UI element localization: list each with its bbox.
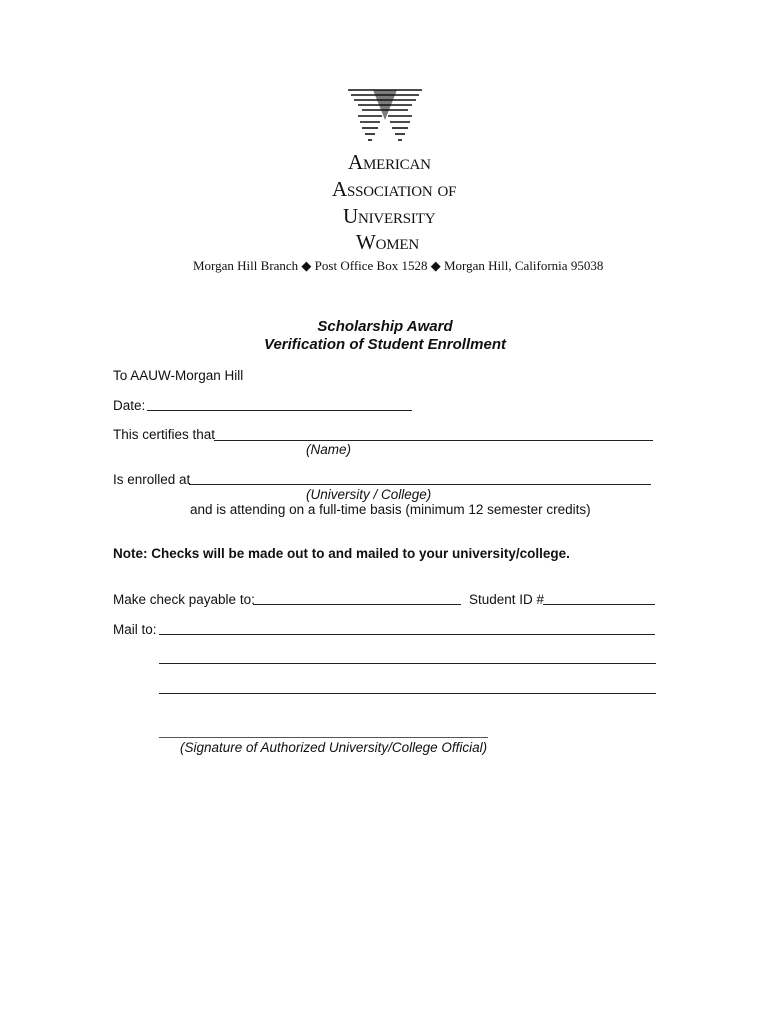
mail-to-field-line-2[interactable] — [159, 663, 656, 664]
university-field[interactable] — [189, 484, 651, 485]
org-name-line-4: Women — [356, 230, 419, 254]
recipient-line: To AAUW-Morgan Hill — [113, 368, 244, 383]
date-field[interactable] — [147, 410, 412, 411]
certifies-label: This certifies that — [113, 427, 216, 442]
student-id-label: Student ID # — [469, 592, 545, 607]
university-caption: (University / College) — [306, 487, 432, 502]
org-name-line-1: American — [348, 150, 431, 174]
mailing-note: Note: Checks will be made out to and mailed to your university/college. — [113, 546, 570, 561]
branch-address: Morgan Hill Branch ◆ Post Office Box 1528 ◆ Morgan Hill, California 95038 — [193, 258, 604, 273]
mail-to-field-line-3[interactable] — [159, 693, 656, 694]
org-name-line-2: Association of — [332, 177, 457, 201]
date-label: Date: — [113, 398, 146, 413]
payable-to-field[interactable] — [253, 604, 461, 605]
aauw-logo-icon — [345, 88, 425, 144]
signature-field[interactable] — [159, 737, 488, 738]
enrolled-label: Is enrolled at — [113, 472, 191, 487]
form-subtitle: Verification of Student Enrollment — [264, 336, 506, 353]
mail-to-field-line-1[interactable] — [159, 634, 655, 635]
signature-caption: (Signature of Authorized University/College Official) — [180, 740, 488, 755]
attending-statement: and is attending on a full-time basis (minimum 12 semester credits) — [190, 502, 591, 517]
org-name-line-3: University — [343, 204, 436, 228]
student-name-field[interactable] — [214, 440, 653, 441]
form-title: Scholarship Award — [317, 318, 453, 335]
student-id-field[interactable] — [543, 604, 655, 605]
mail-to-label: Mail to: — [113, 622, 157, 637]
payable-label: Make check payable to: — [113, 592, 255, 607]
name-caption: (Name) — [306, 442, 352, 457]
